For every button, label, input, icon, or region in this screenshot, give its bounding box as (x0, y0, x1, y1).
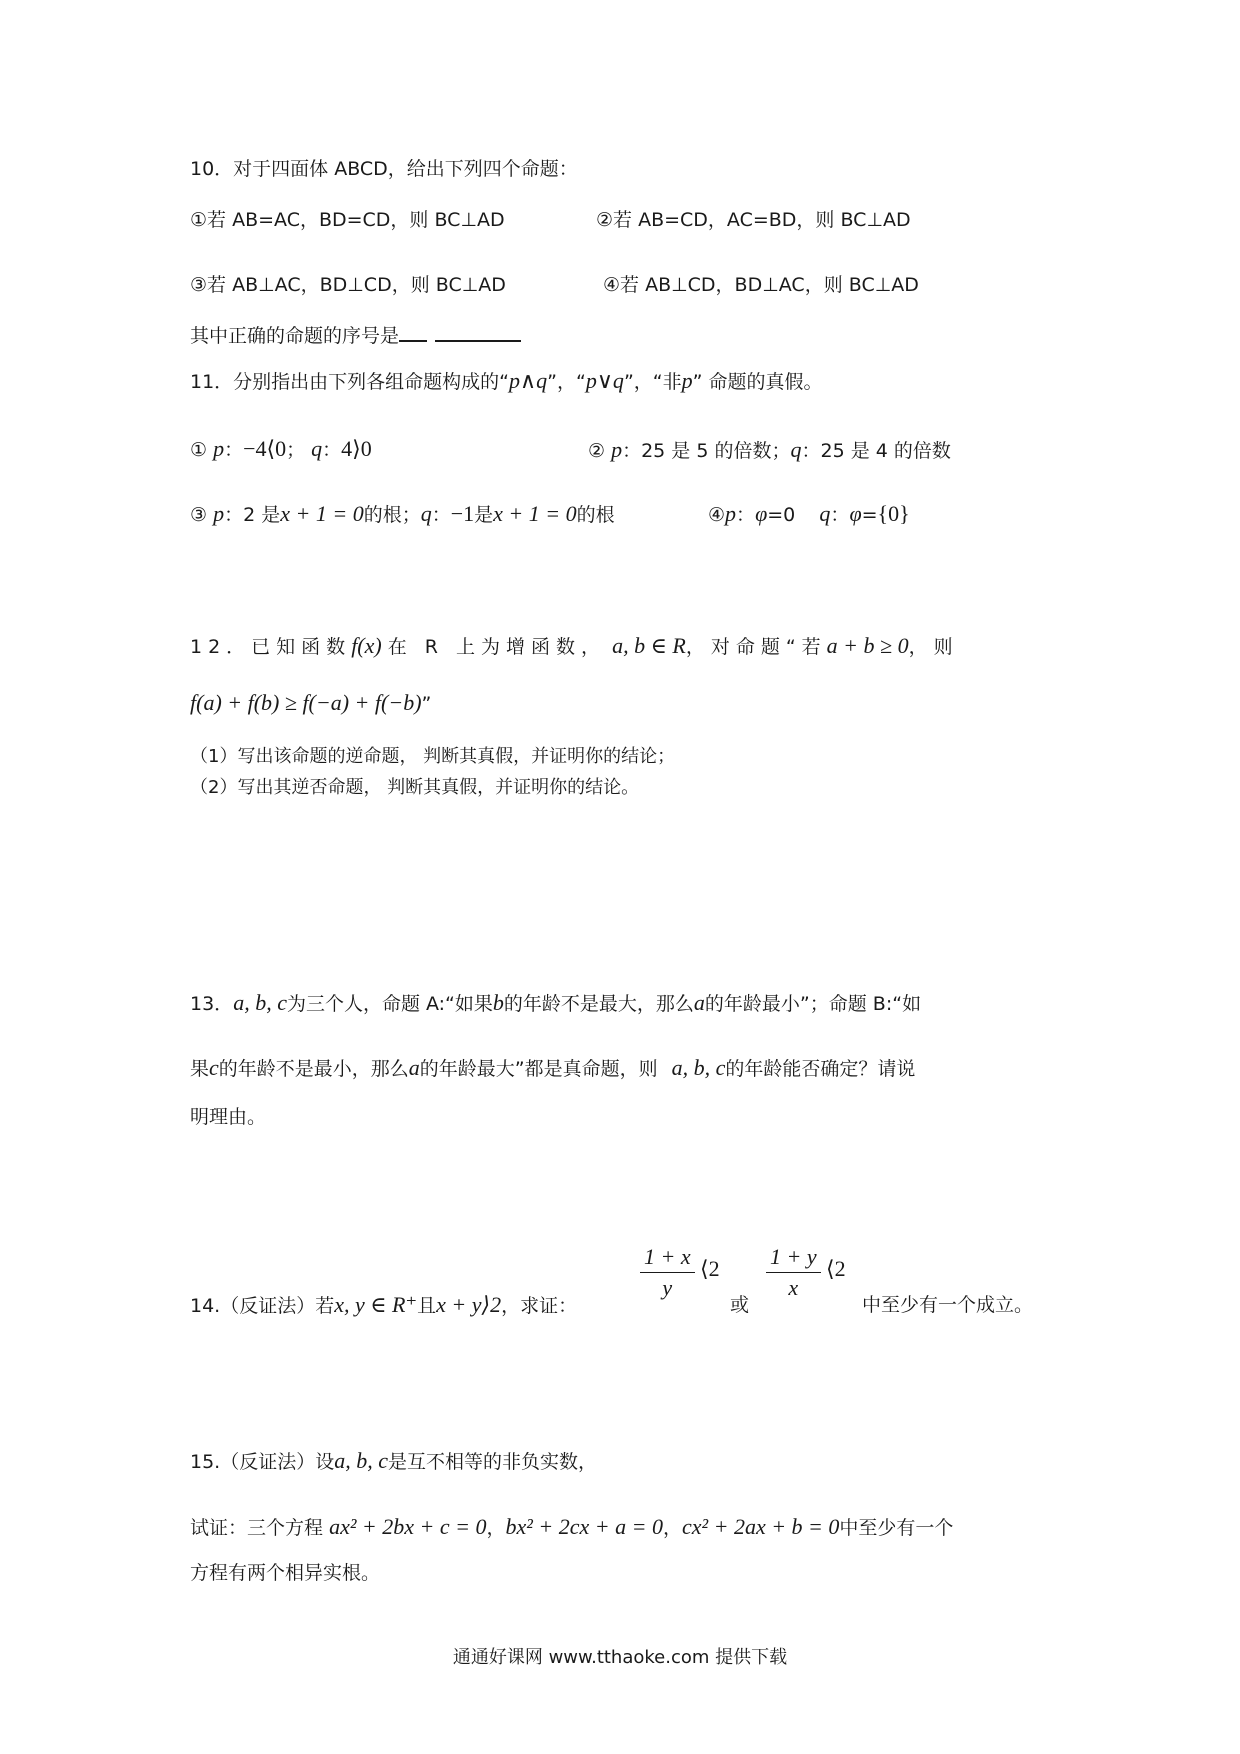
fraction-1 (640, 1244, 695, 1301)
math-number: −1 (450, 501, 475, 526)
math-abc: a, b, c (233, 990, 287, 1015)
q10-title: 10．对于四面体 ABCD，给出下列四个命题： (190, 158, 578, 180)
math-empty-set: φ (755, 501, 768, 526)
fraction-2-relation: ⟨2 (826, 1256, 846, 1281)
q13-line-2 (190, 1055, 915, 1082)
math-equation: x + 1 = 0 (280, 501, 364, 526)
q11-item-1: ① p：−4⟨0； q：4⟩0 (190, 436, 372, 461)
answer-blank-short (399, 322, 427, 342)
q10-option-3: ③若 AB⊥AC，BD⊥CD，则 BC⊥AD (190, 274, 506, 296)
q10-ask: 其中正确的命题的序号是 (190, 325, 400, 347)
math-xy-in-rplus: x, y ∈ R⁺ (334, 1292, 418, 1317)
q11-item-2 (588, 437, 951, 464)
math-a: a (693, 990, 705, 1015)
item-text: 的根； (363, 504, 421, 526)
q14-text: 且 (417, 1295, 437, 1317)
item-text: =0 (767, 504, 796, 526)
math-p: p (681, 368, 693, 393)
fraction-numerator: 1 + x (644, 1244, 691, 1269)
fraction-2 (766, 1244, 821, 1301)
math-p: p (725, 501, 737, 526)
fraction-bar (640, 1272, 695, 1273)
q13-text: 的年龄不是最大，那么 (503, 993, 694, 1015)
item-number: ④ (708, 504, 726, 526)
item-number: ① (190, 439, 208, 461)
math-c: c (209, 1055, 219, 1080)
q10-option-2: ②若 AB=CD，AC=BD，则 BC⊥AD (596, 209, 911, 231)
math-ab-in-r: a, b ∈ R (612, 633, 686, 658)
q11-title-part: ” 命题的真假。 (692, 371, 823, 393)
math-p-or-q: p∨q (585, 368, 624, 393)
q14-text: 14.（反证法）若 (190, 1295, 335, 1317)
q11-title-part: 11．分别指出由下列各组命题构成的“ (190, 371, 510, 393)
fraction-numerator: 1 + y (770, 1244, 817, 1269)
item-text: = (861, 504, 878, 526)
q15-text: 试证：三个方程 (190, 1517, 324, 1539)
math-q: q (819, 501, 831, 526)
math-sum-condition: x + y⟩2 (436, 1292, 502, 1317)
q15-line-2: 试证：三个方程 ax² + 2bx + c = 0，bx² + 2cx + a = 0，cx² + 2ax + b = 0中至少有一个 (190, 1514, 954, 1539)
q10-option-4: ④若 AB⊥CD，BD⊥AC，则 BC⊥AD (603, 274, 919, 296)
q13-text: 13． (190, 993, 234, 1015)
q15-line-1 (190, 1448, 597, 1475)
q11-item-3 (190, 501, 615, 528)
q12-text: 在 R 上为增函数， (387, 636, 607, 658)
q13-line-3: 明理由。 (190, 1106, 267, 1128)
q13-text: 的年龄能否确定？请说 (725, 1058, 916, 1080)
fraction-bar (766, 1272, 821, 1273)
math-q: q (311, 436, 323, 461)
q11-title-part: ”，“非 (623, 371, 682, 393)
q13-line-1 (190, 990, 921, 1017)
math-condition: a + b ≥ 0 (826, 633, 909, 658)
math-equation: x + 1 = 0 (493, 501, 577, 526)
math-p: p (611, 437, 623, 462)
item-text: 的根 (576, 504, 615, 526)
math-a: a (408, 1055, 420, 1080)
q11-title-part: ”，“ (547, 371, 586, 393)
q13-text: 的年龄最大”都是真命题，则 (419, 1058, 658, 1080)
answer-blank-long (435, 322, 521, 342)
math-abc: a, b, c (334, 1448, 388, 1473)
q15-text: 15.（反证法）设 (190, 1451, 335, 1473)
q12-line-1 (190, 633, 959, 660)
math-p-and-q: p∧q (509, 368, 548, 393)
q14-or: 或 (730, 1294, 750, 1316)
math-p: p (213, 436, 225, 461)
q14-line (190, 1292, 577, 1319)
math-q: q (790, 437, 802, 462)
fraction-1-relation: ⟨2 (700, 1256, 720, 1281)
math-p: p (213, 501, 225, 526)
q12-text: ，对命题“若 (685, 636, 827, 658)
q13-text: 为三个人，命题 A:“如果 (286, 993, 493, 1015)
q11-title (190, 368, 823, 395)
item-text: ： (431, 504, 451, 526)
q13-text: 的年龄最小”；命题 B:“如 (704, 993, 922, 1015)
math-set: {0} (877, 501, 910, 526)
q12-part-1: （1）写出该命题的逆命题， 判断其真假，并证明你的结论； (190, 746, 676, 767)
item-text: 是 (474, 504, 494, 526)
q12-text: 12．已知函数 (190, 636, 352, 658)
math-conclusion: f(a) + f(b) ≥ f(−a) + f(−b) (190, 690, 422, 715)
q12-part-2: （2）写出其逆否命题， 判断其真假，并证明你的结论。 (190, 777, 640, 798)
math-empty-set: φ (849, 501, 862, 526)
q12-text: ” (421, 693, 432, 715)
math-expr: 4⟩0 (341, 436, 372, 461)
math-q: q (420, 501, 432, 526)
math-equation-2: bx² + 2cx + a = 0 (505, 1514, 663, 1539)
math-expr: −4⟨0 (243, 436, 287, 461)
math-equation-3: cx² + 2ax + b = 0 (681, 1514, 840, 1539)
fraction-denominator: y (662, 1275, 673, 1300)
q12-line-2 (190, 690, 431, 717)
q14-tail: 中至少有一个成立。 (862, 1294, 1034, 1316)
q13-text: 果 (190, 1058, 210, 1080)
q15-text: 中至少有一个 (839, 1517, 954, 1539)
item-text: ：25 是 5 的倍数； (622, 440, 791, 462)
page-footer: 通通好课网 www.tthaoke.com 提供下载 (452, 1647, 788, 1668)
item-text: ：25 是 4 的倍数 (801, 440, 951, 462)
item-text: ：2 是 (224, 504, 281, 526)
q10-answer-line (190, 322, 521, 349)
math-equation-1: ax² + 2bx + c = 0 (329, 1514, 487, 1539)
q15-text: 是互不相等的非负实数， (387, 1451, 597, 1473)
item-number: ③ (190, 504, 208, 526)
math-fx: f(x) (351, 633, 382, 658)
q12-text: ，则 (908, 636, 959, 658)
q10-option-1: ①若 AB=AC，BD=CD，则 BC⊥AD (190, 209, 505, 231)
fraction-denominator: x (788, 1275, 799, 1300)
q15-line-3: 方程有两个相异实根。 (190, 1562, 381, 1584)
q13-text: 的年龄不是最小，那么 (218, 1058, 409, 1080)
math-b: b (492, 990, 504, 1015)
q14-text: ，求证： (501, 1295, 578, 1317)
item-number: ② (588, 440, 606, 462)
math-abc: a, b, c (671, 1055, 726, 1080)
q11-item-4: ④p：φ=0 q：φ={0} (708, 501, 910, 526)
